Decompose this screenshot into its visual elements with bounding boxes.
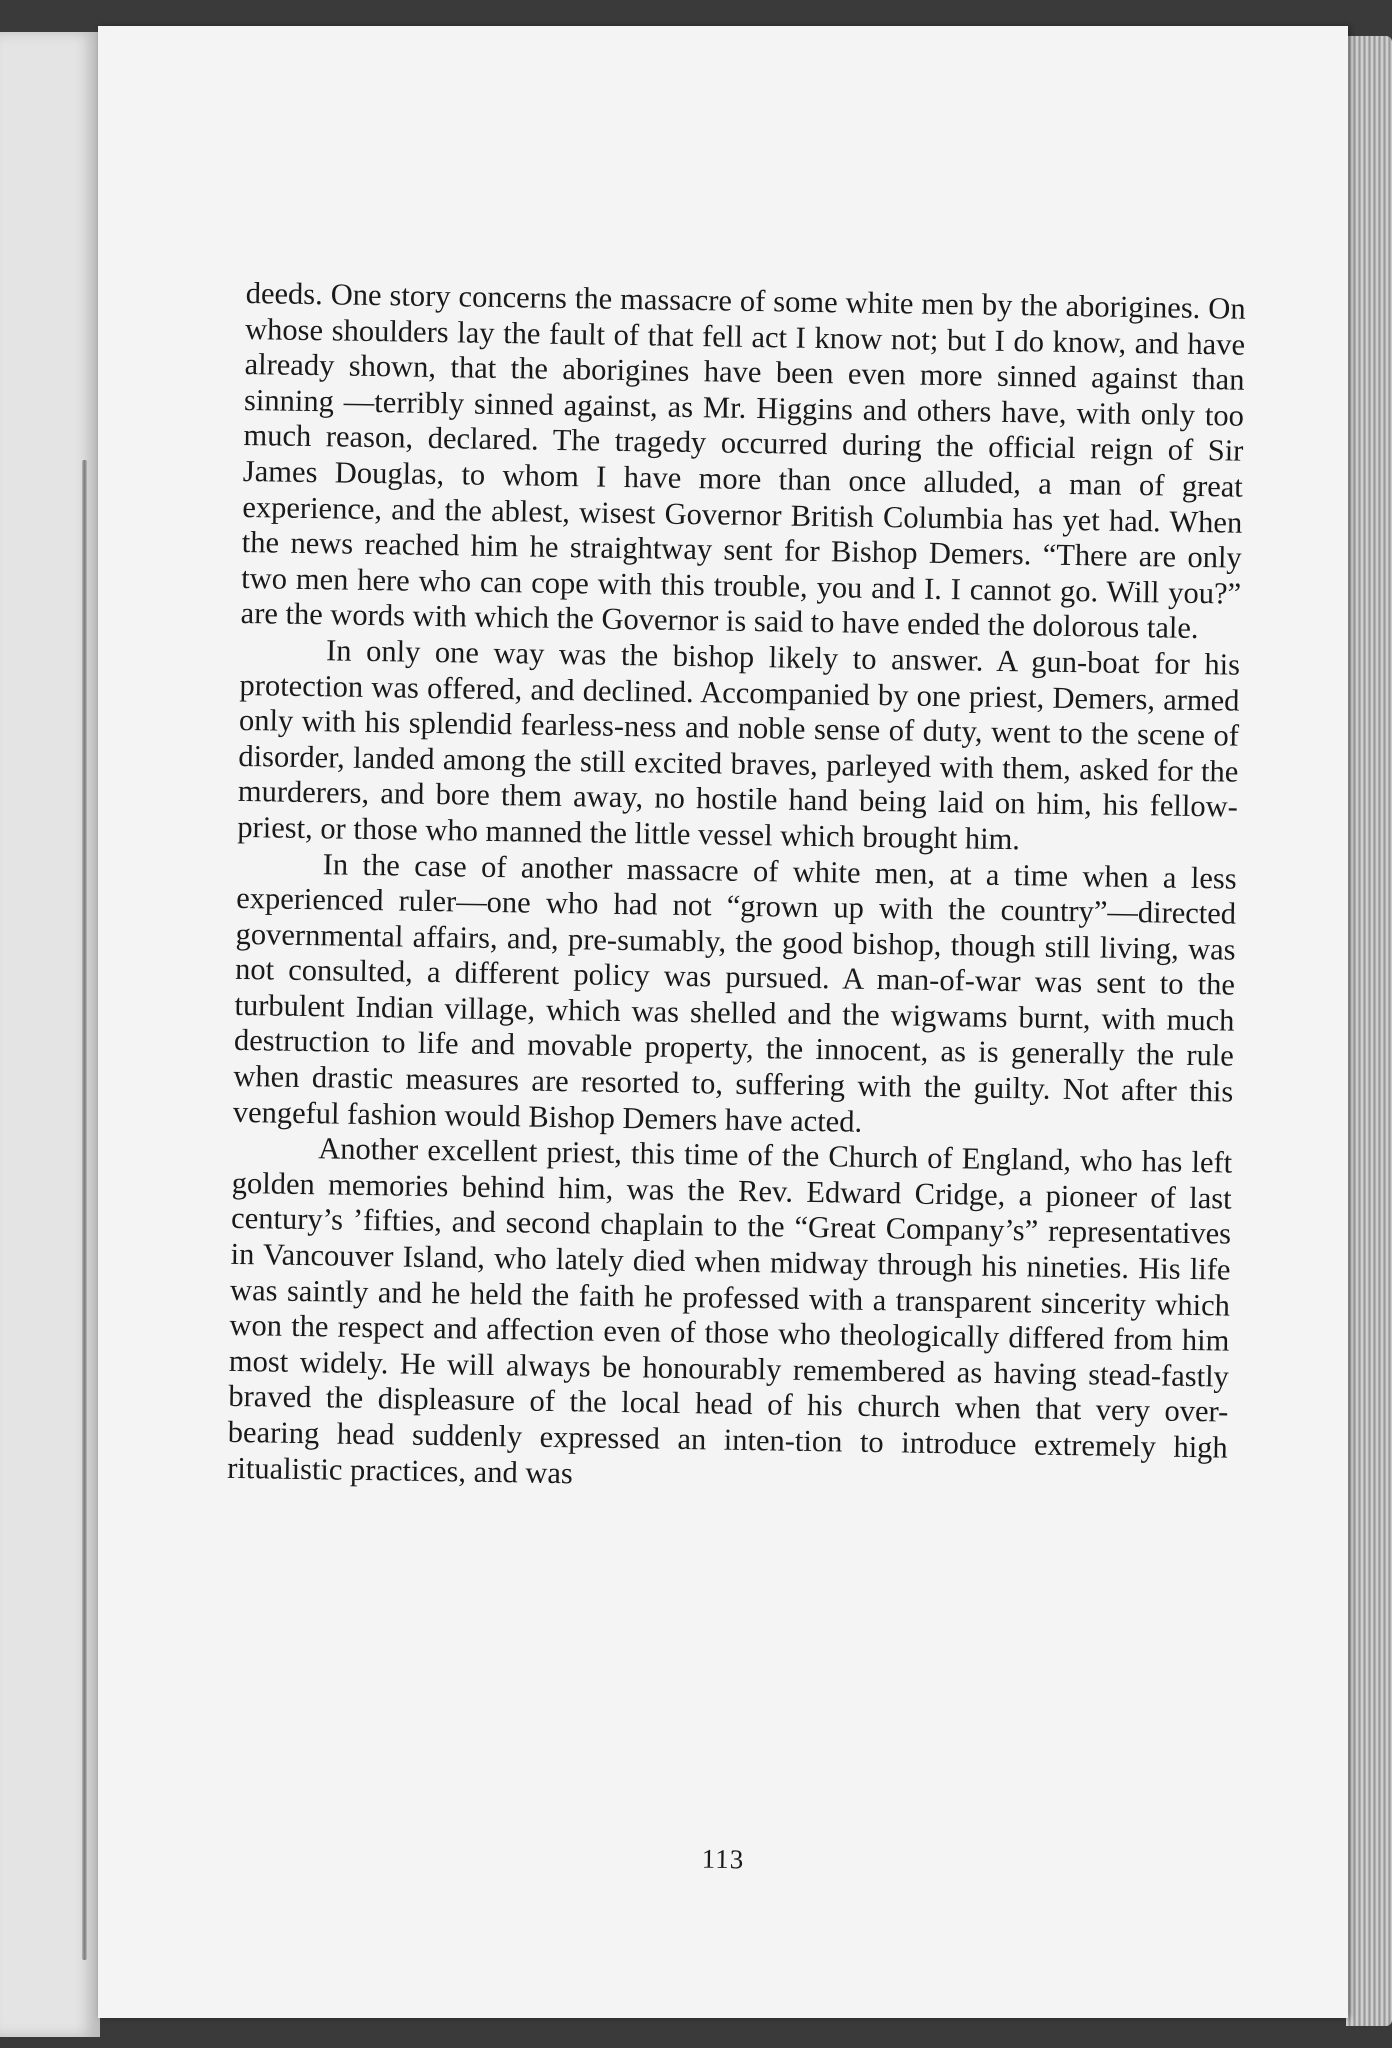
book-page <box>98 26 1348 2018</box>
paragraph: deeds. One story concerns the massacre of some white men by the aborigines. On whose shoulders lay the fault of that fell act I know not; but I do know, and have already shown, that the aborigines have been even more sinned against than sinning —terribly sinned against, as Mr. Higgins and others have, with only too much reason, declared. The tragedy occurred during the official reign of Sir James Douglas, to whom I have more than once alluded, a man of great experience, and the ablest, wisest Governor British Columbia has yet had. When the news reached him he straightway sent for Bishop Demers. “There are only two men here who can cope with this trouble, you and I. I cannot go. Will you?” are the words with which the Governor is said to have ended the dolorous tale. <box>240 276 1246 646</box>
page-number: 113 <box>701 1843 745 1875</box>
binding-gutter <box>82 460 87 1960</box>
paragraph: In the case of another massacre of white men, at a time when a less experienced ruler—one who had not “grown up with the country”—directed governmental affairs, and, pre-sumably, the good bishop, though still living, was not consulted, a different policy was pursued. A man-of-war was sent to the turbulent Indian village, which was shelled and the wigwams burnt, with much destruction to life and movable property, the innocent, as is generally the rule when drastic measures are resorted to, suffering with the guilty. Not after this vengeful fashion would Bishop Demers have acted. <box>232 846 1237 1139</box>
page-edge-stack <box>1346 36 1392 2026</box>
paragraph: Another excellent priest, this time of the Church of England, who has left golden memories behind him, was the Rev. Edward Cridge, a pioneer of last century’s ’fifties, and second chaplain to the “Great Company’s” representatives in Vancouver Island, who lately died when midway through his nineties. His life was saintly and he held the faith he professed with a transparent sincerity which won the respect and affection even of those who theologically differed from him most widely. He will always be honourably remembered as having stead-fastly braved the displeasure of the local head of his church when that very over-bearing head suddenly expressed an inten-tion to introduce extremely high ritualistic practices, and was <box>227 1131 1233 1490</box>
body-text <box>227 276 1246 1502</box>
paragraph: In only one way was the bishop likely to answer. A gun-boat for his protection was offered, and declined. Accompanied by one priest, Demers, armed only with his splendid fearless-ness and noble sense of duty, went to the scene of disorder, landed among the still excited braves, parleyed with them, asked for the murderers, and bore them away, no hostile hand being laid on him, his fellow-priest, or those who manned the little vessel which brought him. <box>237 633 1241 857</box>
